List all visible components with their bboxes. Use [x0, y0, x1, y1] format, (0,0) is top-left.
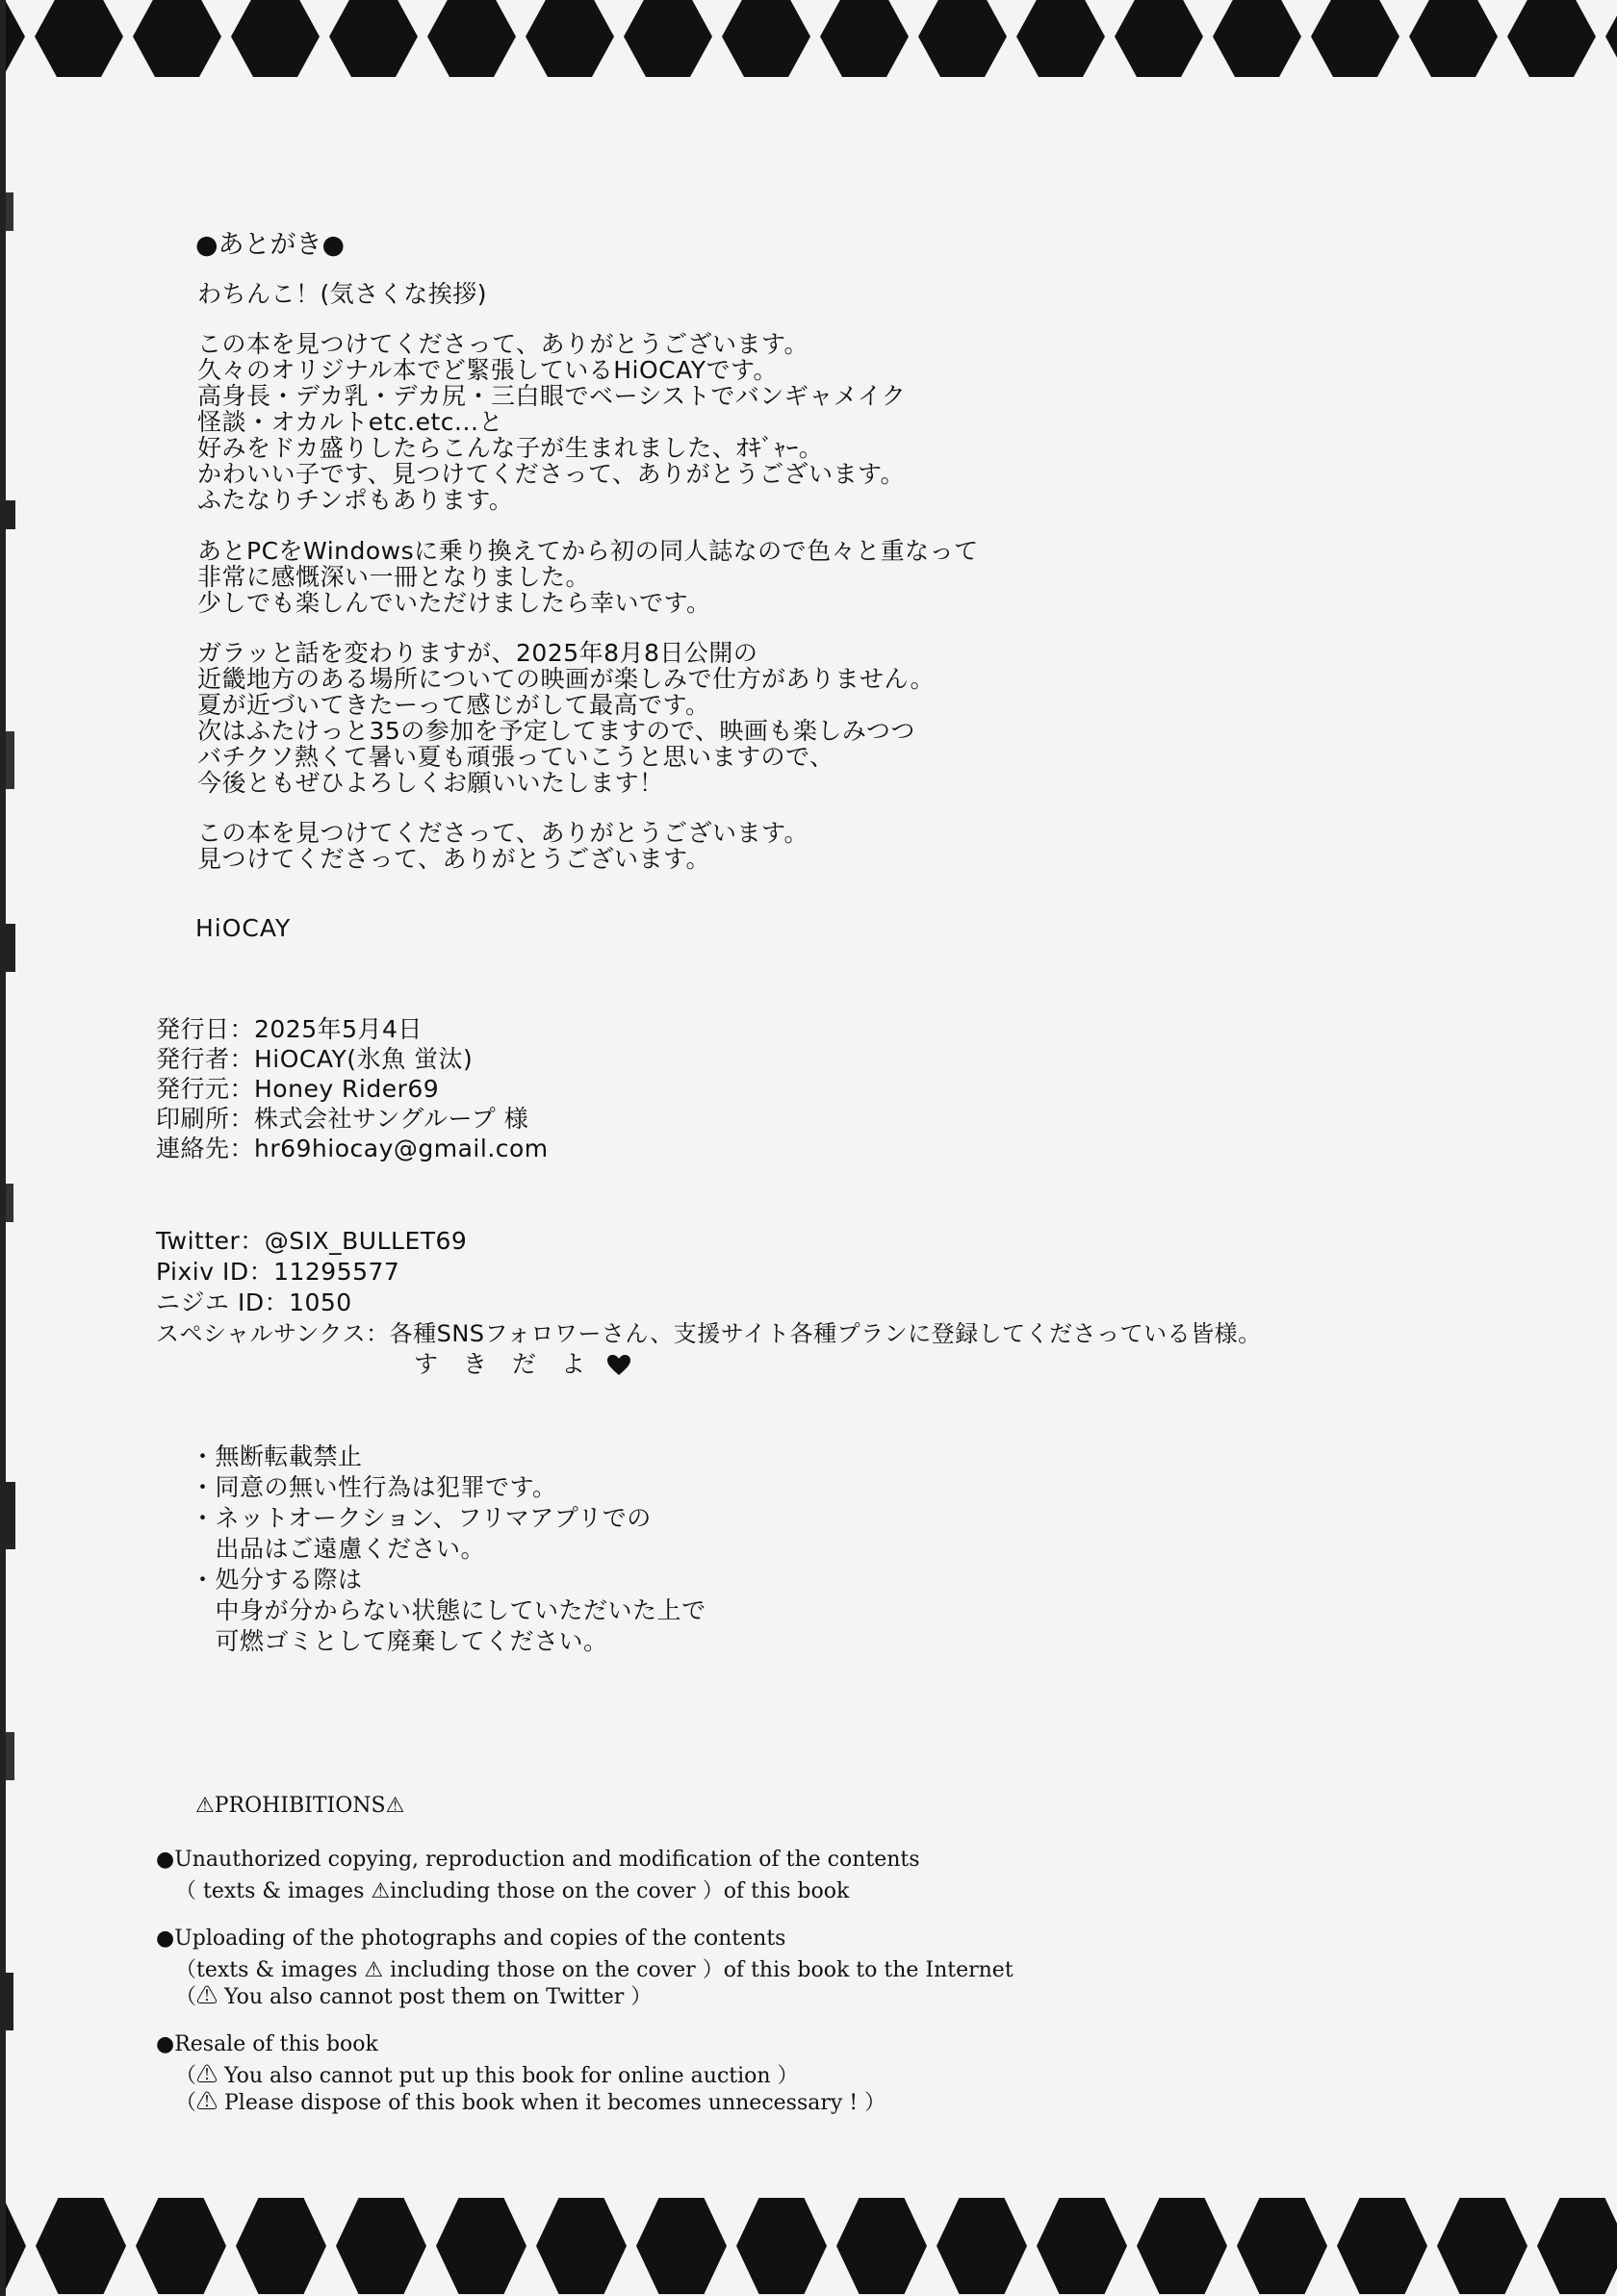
hexagon-shape: [536, 2198, 627, 2294]
hexagon-shape: [136, 2198, 226, 2294]
binding-edge: [0, 0, 21, 2296]
notice-line: ・無断転載禁止: [191, 1442, 363, 1470]
hexagon-shape: [436, 2198, 526, 2294]
hexagon-shape: [624, 0, 712, 77]
hexagon-shape: [937, 2198, 1027, 2294]
hexagon-shape: [1537, 2198, 1617, 2294]
top-hexagon-border: [0, 0, 1617, 87]
text-line: 次はふたけっと35の参加を予定してますので、映画も楽しみつつ: [197, 717, 915, 745]
hexagon-shape: [722, 0, 810, 77]
heart-icon: [607, 1355, 630, 1376]
hexagon-shape: [1437, 2198, 1527, 2294]
notice-line: 可燃ゴミとして廃棄してください。: [191, 1627, 608, 1655]
hexagon-shape: [329, 0, 418, 77]
hexagon-shape: [1337, 2198, 1427, 2294]
afterword-signature: HiOCAY: [195, 914, 292, 942]
hexagon-shape: [231, 0, 320, 77]
hexagon-shape: [636, 2198, 727, 2294]
publish-date: 発行日：2025年5月4日: [156, 1015, 423, 1043]
notice-line: 中身が分からない状態にしていただいた上で: [191, 1596, 706, 1624]
hexagon-shape: [1137, 2198, 1227, 2294]
hexagon-shape: [236, 2198, 326, 2294]
hexagon-shape: [427, 0, 516, 77]
twitter-handle: Twitter：@SIX_BULLET69: [156, 1227, 468, 1255]
nijie-id: ニジエ ID：1050: [156, 1288, 352, 1316]
prohibition-item-uploading: ●Uploading of the photographs and copies of the contents: [156, 1926, 786, 1951]
hexagon-shape: [820, 0, 909, 77]
prohibition-detail: （⚠ You also cannot post them on Twitter ）: [175, 1985, 653, 2009]
notice-line: ・同意の無い性行為は犯罪です。: [191, 1473, 557, 1501]
text-line: 見つけてくださって、ありがとうございます。: [197, 845, 711, 873]
printer: 印刷所：株式会社サングループ 様: [156, 1105, 529, 1133]
publisher: 発行者：HiOCAY(氷魚 蛍汰): [156, 1045, 474, 1073]
hexagon-shape: [1507, 0, 1596, 77]
notice-line: ・ネットオークション、フリマアプリでの: [191, 1504, 652, 1532]
prohibition-detail: （⚠ Please dispose of this book when it becomes unnecessary ! ）: [175, 2091, 886, 2115]
prohibition-detail: （ texts & images ⚠including those on the cover ）of this book: [175, 1879, 850, 1903]
text-line: この本を見つけてくださって、ありがとうございます。: [197, 330, 809, 358]
contact-email: 連絡先：hr69hiocay@gmail.com: [156, 1135, 549, 1162]
text-line: 怪談・オカルトetc.etc...と: [197, 408, 503, 436]
text-line: 近畿地方のある場所についての映画が楽しみで仕方がありません。: [197, 665, 936, 693]
hexagon-shape: [1016, 0, 1105, 77]
text-line: 少しでも楽しんでいただけましたら幸いです。: [197, 589, 711, 617]
hexagon-shape: [1115, 0, 1203, 77]
text-line: 夏が近づいてきたーって感じがして最高です。: [197, 691, 710, 719]
prohibition-detail: （texts & images ⚠ including those on the cover ）of this book to the Internet: [175, 1958, 1014, 1982]
text-line: 今後ともぜひよろしくお願いいたします！: [197, 769, 664, 797]
text-line: かわいい子です、見つけてくださって、ありがとうございます。: [197, 460, 906, 488]
special-thanks: スペシャルサンクス：各種SNSフォロワーさん、支援サイト各種プランに登録してくださっている皆様。: [156, 1320, 1262, 1347]
hexagon-shape: [736, 2198, 827, 2294]
publishing-circle: 発行元：Honey Rider69: [156, 1075, 440, 1103]
hexagon-shape: [1237, 2198, 1327, 2294]
prohibition-item-resale: ●Resale of this book: [156, 2032, 378, 2056]
hexagon-shape: [133, 0, 221, 77]
prohibitions-title: ⚠PROHIBITIONS⚠: [195, 1794, 405, 1818]
text-line: ガラッと話を変わりますが、2025年8月8日公開の: [197, 639, 758, 667]
hexagon-shape: [1409, 0, 1498, 77]
love-text: す き だ よ: [414, 1350, 586, 1378]
prohibition-item-copying: ●Unauthorized copying, reproduction and modification of the contents: [156, 1848, 920, 1872]
hexagon-shape: [1311, 0, 1399, 77]
hexagon-shape: [35, 0, 123, 77]
hexagon-shape: [1037, 2198, 1127, 2294]
afterword-greeting: わちんこ！(気さくな挨拶): [197, 280, 488, 308]
text-line: この本を見つけてくださって、ありがとうございます。: [197, 819, 809, 847]
hexagon-shape: [36, 2198, 126, 2294]
text-line: 久々のオリジナル本でど緊張しているHiOCAYです。: [197, 356, 779, 384]
text-line: 非常に感慨深い一冊となりました。: [197, 563, 591, 591]
hexagon-shape: [1213, 0, 1301, 77]
hexagon-shape: [1605, 0, 1617, 77]
text-line: バチクソ熱くて暑い夏も頑張っていこうと思いますので、: [197, 743, 834, 771]
hexagon-shape: [918, 0, 1007, 77]
notice-line: ・処分する際は: [191, 1566, 363, 1594]
text-line: ふたなりチンポもあります。: [197, 486, 514, 514]
bottom-hexagon-border: [0, 2177, 1617, 2296]
text-line: 好みをドカ盛りしたらこんな子が生まれました、ｵｷﾞｬｰ。: [197, 434, 824, 462]
notice-line: 出品はご遠慮ください。: [191, 1535, 486, 1563]
text-line: あとPCをWindowsに乗り換えてから初の同人誌なので色々と重なって: [197, 537, 979, 565]
hexagon-shape: [836, 2198, 927, 2294]
afterword-heading: ●あとがき●: [195, 230, 346, 260]
text-line: 高身長・デカ乳・デカ尻・三白眼でベーシストでバンギャメイク: [197, 382, 907, 410]
hexagon-shape: [336, 2198, 426, 2294]
pixiv-id: Pixiv ID：11295577: [156, 1258, 400, 1286]
prohibition-detail: （⚠ You also cannot put up this book for online auction ）: [175, 2064, 799, 2088]
hexagon-shape: [526, 0, 614, 77]
love-message: [414, 1345, 630, 1380]
